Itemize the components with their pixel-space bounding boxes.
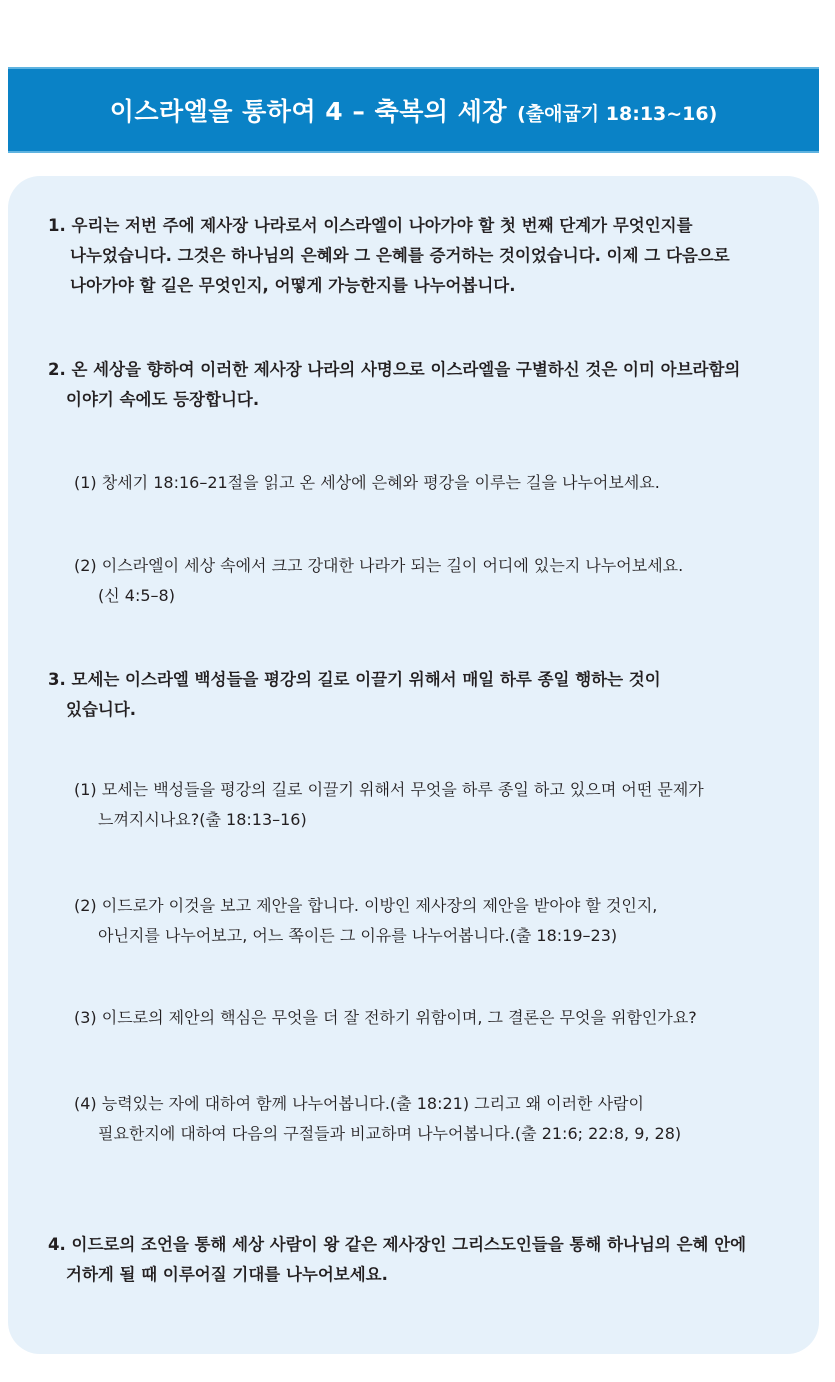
question-number: 3. (48, 670, 66, 689)
sub-question-2-2 (74, 551, 683, 611)
question-text-line: 나아가야 할 길은 무엇인지, 어떻게 가능한지를 나누어봅니다. (70, 276, 516, 295)
sub-question-text-line: 필요한지에 대하여 다음의 구절들과 비교하며 나누어봅니다.(출 21:6; 22:8, 9, 28) (98, 1124, 682, 1143)
sub-question-3-3 (74, 1003, 697, 1033)
question-1 (48, 211, 730, 301)
scripture-reference: (출애굽기 18:13~16) (517, 102, 718, 125)
question-number: 4. (48, 1235, 66, 1254)
question-text-line: 우리는 저번 주에 제사장 나라로서 이스라엘이 나아가야 할 첫 번째 단계가 무엇인지를 (71, 216, 693, 235)
sub-question-3-4 (74, 1089, 681, 1149)
sub-question-text-line: (1) 모세는 백성들을 평강의 길로 이끌기 위해서 무엇을 하루 종일 하고 있으며 어떤 문제가 (74, 780, 704, 799)
sub-question-text-line: (2) 이스라엘이 세상 속에서 크고 강대한 나라가 되는 길이 어디에 있는지 나누어보세요. (74, 556, 684, 575)
sub-question-text-line: (3) 이드로의 제안의 핵심은 무엇을 더 잘 전하기 위함이며, 그 결론은 무엇을 위함인가요? (74, 1008, 697, 1027)
question-text-line: 온 세상을 향하여 이러한 제사장 나라의 사명으로 이스라엘을 구별하신 것은 이미 아브라함의 (71, 360, 741, 379)
question-number: 1. (48, 216, 66, 235)
sub-question-text-line: (1) 창세기 18:16–21절을 읽고 온 세상에 은혜와 평강을 이루는 길을 나누어보세요. (74, 473, 660, 492)
question-3 (48, 665, 661, 725)
question-text-line: 이드로의 조언을 통해 세상 사람이 왕 같은 제사장인 그리스도인들을 통해 하나님의 은혜 안에 (71, 1235, 747, 1254)
questions-panel (8, 176, 819, 1354)
sub-question-text-line: (2) 이드로가 이것을 보고 제안을 합니다. 이방인 제사장의 제안을 받아야 할 것인지, (74, 896, 658, 915)
sub-question-text-line: (신 4:5–8) (98, 586, 175, 605)
sub-question-2-1 (74, 468, 660, 498)
title-banner (8, 67, 819, 153)
page-title: 이스라엘을 통하여 4 – 축복의 세장 (109, 97, 508, 126)
question-text-line: 나누었습니다. 그것은 하나님의 은혜와 그 은혜를 증거하는 것이었습니다. 이제 그 다음으로 (70, 246, 730, 265)
sub-question-3-2 (74, 891, 657, 951)
sub-question-text-line: 아닌지를 나누어보고, 어느 쪽이든 그 이유를 나누어봅니다.(출 18:19–23) (98, 926, 618, 945)
question-text-line: 있습니다. (66, 700, 137, 719)
question-4 (48, 1230, 746, 1290)
question-text-line: 모세는 이스라엘 백성들을 평강의 길로 이끌기 위해서 매일 하루 종일 행하는 것이 (71, 670, 661, 689)
question-number: 2. (48, 360, 66, 379)
question-2 (48, 355, 740, 415)
sub-question-text-line: 느껴지시나요?(출 18:13–16) (98, 810, 307, 829)
question-text-line: 거하게 될 때 이루어질 기대를 나누어보세요. (66, 1265, 388, 1284)
sub-question-3-1 (74, 775, 704, 835)
sub-question-text-line: (4) 능력있는 자에 대하여 함께 나누어봅니다.(출 18:21) 그리고 왜 이러한 사람이 (74, 1094, 644, 1113)
question-text-line: 이야기 속에도 등장합니다. (66, 390, 260, 409)
